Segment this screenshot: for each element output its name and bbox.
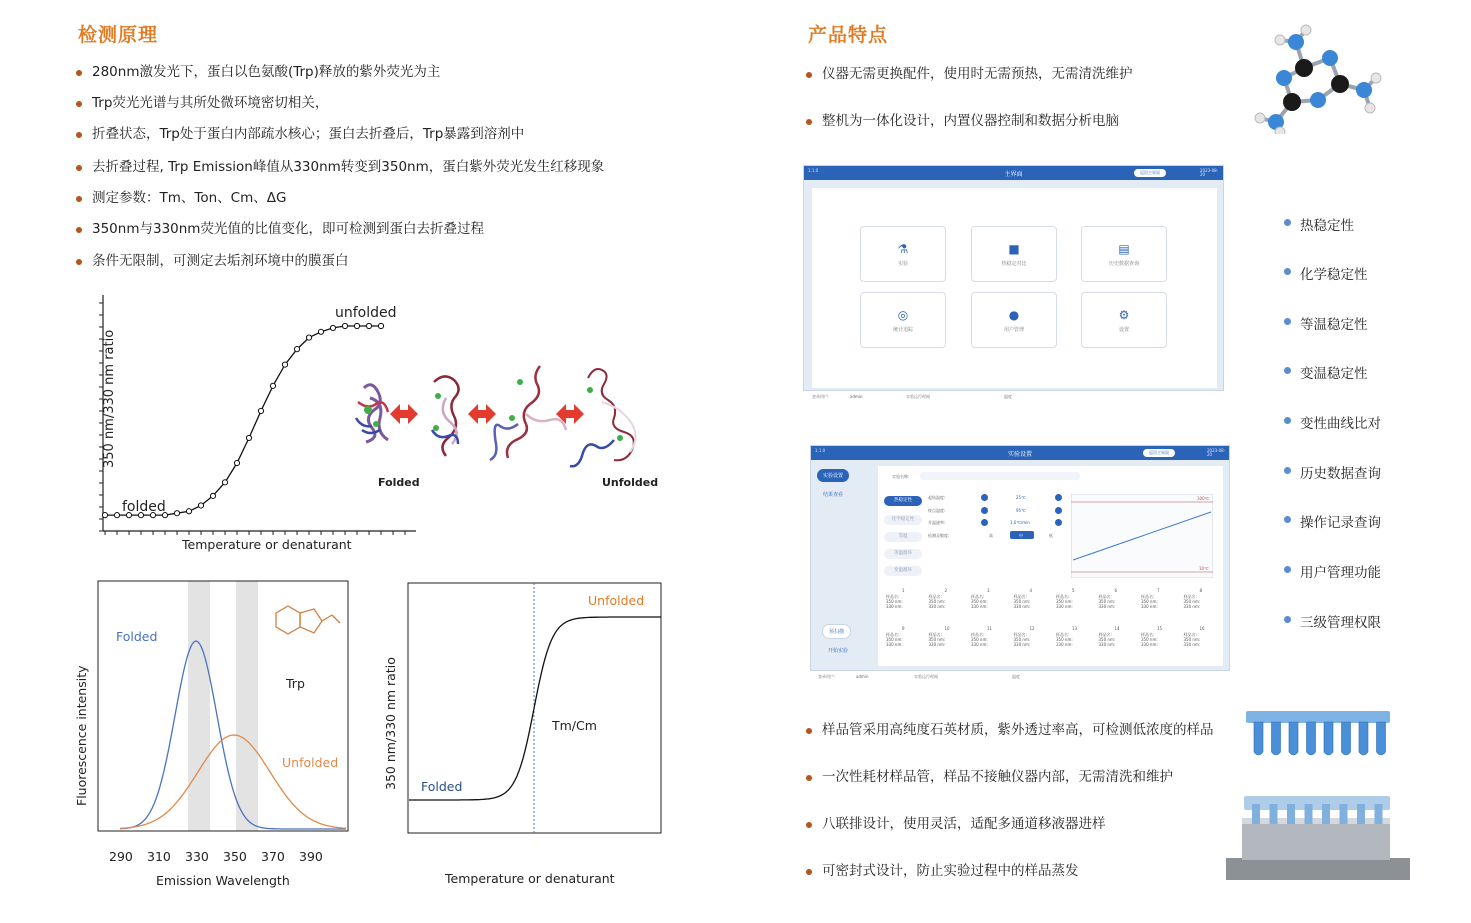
well-cell[interactable]: 样品名: 350 nm: 330 nm:	[1183, 594, 1201, 609]
well-cell[interactable]: 样品名: 350 nm: 330 nm:	[1056, 632, 1073, 647]
tube-image	[1377, 722, 1386, 755]
mode-thermal[interactable]: 热稳定性	[884, 496, 922, 506]
data-point	[342, 323, 347, 328]
feature-item: 变性曲线比对	[1284, 412, 1381, 432]
well-cell[interactable]: 样品名: 350 nm: 330 nm:	[1141, 594, 1158, 609]
screen-title: 实验设置	[1007, 450, 1032, 458]
product-point: 整机为一体化设计，内置仪器控制和数据分析电脑	[806, 113, 1133, 129]
data-point	[318, 329, 323, 334]
well-number: 7	[1157, 588, 1160, 593]
data-point	[198, 503, 203, 508]
plot-frame	[98, 581, 348, 831]
sensitivity-high[interactable]: 高	[989, 533, 993, 538]
data-point	[246, 435, 251, 440]
consumable-point: 可密封式设计，防止实验过程中的样品蒸发	[806, 863, 1214, 879]
tile-experiment[interactable]: ⚗ 实验	[860, 226, 946, 282]
x-tick-label: 390	[299, 849, 323, 864]
double-arrow-icon	[468, 404, 496, 424]
y-axis-label: Fluorescence intensity	[74, 665, 89, 806]
version-label: 1.1.0	[815, 448, 826, 453]
login-user-value: admin	[850, 394, 863, 399]
plot-min-label: 10℃	[1199, 566, 1209, 571]
data-point	[234, 460, 239, 465]
tube-image	[1305, 804, 1313, 824]
trp-molecule-icon	[276, 606, 340, 634]
consumable-point: 样品管采用高纯度石英材质，紫外透过率高，可检测低浓度的样品	[806, 722, 1214, 738]
well-number: 6	[1114, 588, 1118, 593]
well-number: 3	[987, 588, 990, 593]
folded-protein-image	[356, 385, 388, 442]
well-cell[interactable]: 样品名: 350 nm: 330 nm:	[1183, 632, 1201, 647]
tube-image	[1252, 804, 1260, 824]
well-cell[interactable]: 样品名: 350 nm: 330 nm:	[928, 632, 946, 647]
feature-item: 历史数据查询	[1284, 462, 1381, 482]
well-number: 11	[987, 626, 993, 631]
unfolded-spectrum-line	[120, 735, 346, 828]
temperature-program-plot	[1071, 494, 1213, 578]
more-unfolded-protein-image	[490, 366, 566, 460]
principle-list	[76, 64, 604, 269]
tube-image	[1270, 804, 1278, 824]
version-label: 1.1.0	[808, 168, 819, 173]
temperature-label: 温度	[1004, 394, 1012, 399]
gear-icon: ⚙	[1118, 307, 1130, 322]
well-number: 15	[1157, 626, 1163, 631]
feature-item: 三级管理权限	[1284, 611, 1381, 631]
start-experiment-button[interactable]: 开始实验	[828, 648, 849, 654]
heating-rate-value[interactable]: 1.0℃/min	[1010, 520, 1030, 525]
tube-image	[1289, 722, 1298, 755]
tube-image	[1272, 722, 1281, 755]
data-point	[258, 408, 263, 413]
principle-item: 折叠状态，Trp处于蛋白内部疏水核心；蛋白去折叠后，Trp暴露到溶剂中	[76, 126, 604, 142]
y-axis-label: 350 nm/330 nm ratio	[383, 657, 398, 790]
well-cell[interactable]: 样品名: 350 nm: 330 nm:	[1056, 594, 1073, 609]
screen-title: 主界面	[1004, 170, 1023, 178]
consumable-point: 一次性耗材样品管，样品不接触仪器内部，无需清洗和维护	[806, 769, 1214, 785]
principle-item: 条件无限制，可测定去垢剂环境中的膜蛋白	[76, 253, 604, 269]
flask-icon: ⚗	[897, 241, 909, 256]
principle-item: 280nm激发光下，蛋白以色氨酸(Trp)释放的紫外荧光为主	[76, 64, 604, 80]
well-number: 2	[944, 588, 948, 593]
data-point	[330, 325, 335, 330]
well-number: 16	[1199, 626, 1205, 631]
x-tick-labels	[109, 849, 323, 864]
temperature-label: 温度	[1012, 674, 1020, 679]
data-point	[174, 511, 179, 516]
data-point	[282, 362, 287, 367]
x-tick-label: 290	[109, 849, 133, 864]
principle-item: 测定参数：Tm、Ton、Cm、ΔG	[76, 190, 604, 206]
transition-curve	[409, 617, 661, 800]
consumable-point: 八联排设计，使用灵活，适配多通道移液器进样	[806, 816, 1214, 832]
experiment-name-label: 实验名称:	[892, 474, 910, 479]
y-axis-label: 350 nm/330 nm ratio	[102, 329, 117, 468]
end-temp-label: 终点温度:	[928, 508, 946, 513]
well-cell[interactable]: 样品名: 350 nm: 330 nm:	[1013, 632, 1031, 647]
stepper-minus-icon[interactable]	[981, 507, 988, 514]
partially-unfolded-protein-image	[432, 376, 459, 456]
main-interface-screenshot	[803, 165, 1224, 391]
well-number: 4	[1029, 588, 1033, 593]
start-temp-label: 起始温度:	[928, 495, 946, 500]
x-axis-label: Temperature or denaturant	[182, 537, 352, 552]
tile-user-management[interactable]: ● 用户管理	[971, 292, 1057, 348]
tube-image	[1359, 722, 1368, 755]
tile-settings[interactable]: ⚙ 设置	[1081, 292, 1167, 348]
home-button[interactable]: 返回主界面	[1134, 169, 1166, 177]
tube-holder-block-image	[1226, 788, 1412, 882]
folded-series-label: Folded	[421, 779, 463, 794]
well-number: 14	[1114, 626, 1120, 631]
nav-result-view[interactable]: 结果查看	[823, 492, 844, 498]
principle-item: 去折叠过程, Trp Emission峰值从330nm转变到350nm，蛋白紫外荧光发生红移现象	[76, 159, 604, 175]
login-user-label: 登录用户：	[812, 394, 832, 399]
nav-experiment-setup[interactable]: 实验设置	[817, 469, 849, 482]
screenshot-titlebar	[811, 446, 1229, 460]
tube-image	[1340, 804, 1348, 824]
prescan-button[interactable]: 预扫描	[822, 624, 851, 639]
data-point	[270, 383, 275, 388]
feature-item: 化学稳定性	[1284, 263, 1381, 283]
well-cell[interactable]: 样品名: 350 nm: 330 nm:	[971, 632, 988, 647]
folded-label: folded	[122, 499, 166, 515]
x-tick-label: 310	[147, 849, 171, 864]
unfolded-label: unfolded	[335, 305, 397, 321]
login-user-value: admin	[856, 674, 869, 679]
sensitivity-medium: 中	[1019, 533, 1023, 538]
principle-title: 检测原理	[78, 24, 159, 46]
tube-image	[1342, 722, 1351, 755]
stepper-plus-icon[interactable]	[1055, 494, 1062, 501]
history-icon: ▤	[1118, 241, 1130, 256]
well-cell[interactable]: 样品名: 350 nm: 330 nm:	[1013, 594, 1031, 609]
user-icon: ●	[1008, 307, 1020, 322]
end-temp-value[interactable]: 95℃	[1016, 508, 1026, 513]
tile-statistics[interactable]: ◎ 统计追踪	[860, 292, 946, 348]
data-point	[222, 480, 227, 485]
x-tick-label: 370	[261, 849, 285, 864]
data-point	[306, 335, 311, 340]
tube-image	[1357, 804, 1365, 824]
well-cell[interactable]: 样品名: 350 nm: 330 nm:	[928, 594, 946, 609]
band-330	[188, 581, 210, 831]
run-time-label: 实验运行时间	[914, 674, 938, 679]
band-350	[236, 581, 258, 831]
heating-rate-label: 升温速率:	[928, 520, 946, 525]
x-tick-label: 330	[185, 849, 209, 864]
home-button[interactable]: 返回主界面	[1143, 449, 1175, 457]
plot-max-label: 100℃	[1197, 496, 1210, 501]
tile-panel	[812, 188, 1217, 388]
folded-structure-label: Folded	[378, 476, 420, 489]
transition-chart	[380, 580, 670, 890]
date-label: 2023-08-20	[1207, 448, 1226, 457]
mode-chemical[interactable]: 化学稳定性	[884, 515, 922, 525]
well-cell[interactable]: 样品名: 350 nm: 330 nm:	[971, 594, 988, 609]
feature-item: 等温稳定性	[1284, 313, 1381, 333]
start-temp-value[interactable]: 25℃	[1016, 495, 1026, 500]
stepper-minus-icon[interactable]	[981, 494, 988, 501]
feature-item: 变温稳定性	[1284, 362, 1381, 382]
well-number: 1	[902, 588, 905, 593]
stepper-minus-icon[interactable]	[981, 519, 988, 526]
stepper-plus-icon[interactable]	[1055, 507, 1062, 514]
data-point	[210, 493, 215, 498]
run-time-label: 实验运行时间	[906, 394, 930, 399]
feature-item: 热稳定性	[1284, 214, 1381, 234]
tm-cm-label: Tm/Cm	[552, 718, 597, 733]
heat-icon: ■	[1008, 241, 1020, 256]
feature-list	[1284, 214, 1381, 631]
well-number: 5	[1072, 588, 1075, 593]
well-number: 9	[902, 626, 905, 631]
double-arrow-icon	[390, 404, 418, 424]
mode-isothermal-cycle[interactable]: 等温循环	[884, 549, 922, 559]
stepper-plus-icon[interactable]	[1055, 519, 1062, 526]
tube-image	[1375, 804, 1383, 824]
product-point: 仪器无需更换配件，使用时无需预热，无需清洗维护	[806, 66, 1133, 82]
sensitivity-label: 检测灵敏度:	[928, 533, 950, 538]
well-cell[interactable]: 样品名: 350 nm: 330 nm:	[886, 632, 903, 647]
x-tick-label: 350	[223, 849, 247, 864]
tile-heat-compare[interactable]: ■ 热稳定对比	[971, 226, 1057, 282]
sensitivity-low[interactable]: 低	[1049, 533, 1053, 538]
trp-label: Trp	[286, 676, 305, 691]
tube-image	[1254, 722, 1263, 755]
well-cell[interactable]: 样品名: 350 nm: 330 nm:	[886, 594, 903, 609]
well-number: 13	[1072, 626, 1078, 631]
principle-item: Trp荧光光谱与其所处微环境密切相关，	[76, 95, 604, 111]
feature-item: 操作记录查询	[1284, 511, 1381, 531]
experiment-name-input[interactable]	[920, 472, 1080, 480]
principle-item: 350nm与330nm荧光值的比值变化，即可检测到蛋白去折叠过程	[76, 221, 604, 237]
product-point-list	[806, 66, 1133, 129]
data-point	[186, 509, 191, 514]
login-user-label: 登录用户：	[818, 674, 838, 679]
tile-history[interactable]: ▤ 历史数据查询	[1081, 226, 1167, 282]
protein-unfolding-illustration	[350, 358, 660, 493]
data-point	[102, 513, 107, 518]
well-number: 10	[944, 626, 950, 631]
feature-title: 产品特点	[808, 24, 889, 46]
date-label: 2023-08-20	[1200, 168, 1219, 177]
x-axis-label: Temperature or denaturant	[445, 871, 615, 886]
tube-image	[1307, 722, 1316, 755]
unfolded-series-label: Unfolded	[588, 593, 645, 608]
target-icon: ◎	[897, 307, 909, 322]
data-point	[354, 323, 359, 328]
molecule-model-image	[1246, 22, 1386, 134]
data-point	[366, 323, 371, 328]
folded-series-label: Folded	[116, 629, 158, 644]
tube-image	[1322, 804, 1330, 824]
sigmoid-points	[102, 323, 383, 517]
well-number: 8	[1199, 588, 1203, 593]
well-cell[interactable]: 样品名: 350 nm: 330 nm:	[1098, 594, 1116, 609]
data-point	[114, 513, 119, 518]
data-point	[294, 347, 299, 352]
screenshot-titlebar	[804, 166, 1223, 180]
x-axis-label: Emission Wavelength	[156, 873, 290, 888]
tube-image	[1324, 722, 1333, 755]
data-point	[378, 323, 383, 328]
emission-spectra-chart	[70, 578, 360, 893]
mode-variable-cycle[interactable]: 变温循环	[884, 566, 922, 576]
unfolded-series-label: Unfolded	[282, 755, 339, 770]
consumable-point-list	[806, 722, 1214, 879]
unfolded-structure-label: Unfolded	[602, 476, 659, 489]
well-cell[interactable]: 样品名: 350 nm: 330 nm:	[1141, 632, 1158, 647]
sigmoid-curve	[105, 326, 381, 515]
feature-item: 用户管理功能	[1284, 561, 1381, 581]
well-number: 12	[1029, 626, 1035, 631]
mode-isothermal[interactable]: 等温	[884, 532, 922, 542]
tube-image	[1287, 804, 1295, 824]
eight-strip-tubes-image	[1246, 708, 1392, 762]
well-cell[interactable]: 样品名: 350 nm: 330 nm:	[1098, 632, 1116, 647]
